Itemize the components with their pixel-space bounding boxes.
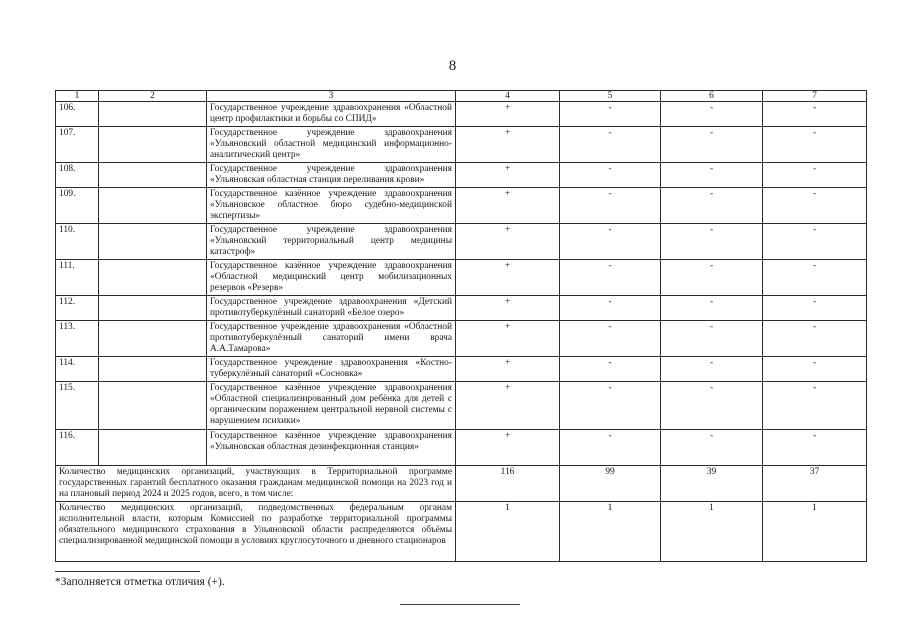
col7-mark: -: [763, 260, 867, 296]
col4-mark: +: [456, 296, 560, 321]
federal-total-row: [56, 502, 867, 562]
row-empty-cell: [99, 260, 207, 296]
row-empty-cell: [99, 382, 207, 430]
total-col7: 37: [763, 466, 867, 502]
col6-mark: -: [661, 127, 763, 163]
col4-mark: +: [456, 127, 560, 163]
column-header-5: 5: [560, 91, 661, 102]
organization-name: Государственное казённое учреждение здравоохранения «Ульяновское областное бюро судебно-медицинской экспертизы»: [207, 188, 456, 224]
table-row: [56, 430, 867, 466]
column-header-1: 1: [56, 91, 99, 102]
col7-mark: -: [763, 127, 867, 163]
col6-mark: -: [661, 163, 763, 188]
column-header-6: 6: [661, 91, 763, 102]
col4-mark: +: [456, 163, 560, 188]
organization-name: Государственное учреждение здравоохранения «Областной противотуберкулёзный санаторий имени врача А.А.Тамарова»: [207, 321, 456, 357]
table-row: [56, 321, 867, 357]
col7-mark: -: [763, 382, 867, 430]
row-number: 107.: [56, 127, 99, 163]
end-divider: [400, 604, 520, 605]
col4-mark: +: [456, 102, 560, 127]
header-row: [56, 91, 867, 102]
col6-mark: -: [661, 296, 763, 321]
column-header-2: 2: [99, 91, 207, 102]
table-row: [56, 102, 867, 127]
col4-mark: +: [456, 260, 560, 296]
row-number: 110.: [56, 224, 99, 260]
col4-mark: +: [456, 321, 560, 357]
footnote: *Заполняется отметка отличия (+).: [55, 576, 225, 588]
col5-mark: -: [560, 382, 661, 430]
table-row: [56, 296, 867, 321]
row-number: 114.: [56, 357, 99, 382]
row-number: 116.: [56, 430, 99, 466]
column-header-4: 4: [456, 91, 560, 102]
row-empty-cell: [99, 127, 207, 163]
table-row: [56, 382, 867, 430]
col5-mark: -: [560, 260, 661, 296]
col7-mark: -: [763, 163, 867, 188]
col6-mark: -: [661, 357, 763, 382]
col6-mark: -: [661, 430, 763, 466]
organization-name: Государственное учреждение здравоохранения «Ульяновская областная станция переливания крови»: [207, 163, 456, 188]
row-empty-cell: [99, 102, 207, 127]
row-empty-cell: [99, 321, 207, 357]
row-empty-cell: [99, 163, 207, 188]
row-number: 108.: [56, 163, 99, 188]
col6-mark: -: [661, 224, 763, 260]
federal-total-col4: 1: [456, 502, 560, 562]
col7-mark: -: [763, 224, 867, 260]
table-row: [56, 127, 867, 163]
organizations-table: [55, 90, 867, 562]
total-col4: 116: [456, 466, 560, 502]
col4-mark: +: [456, 224, 560, 260]
row-number: 115.: [56, 382, 99, 430]
organization-name: Государственное учреждение здравоохранения «Детский противотуберкулёзный санаторий «Белое озеро»: [207, 296, 456, 321]
col6-mark: -: [661, 321, 763, 357]
row-number: 111.: [56, 260, 99, 296]
organization-name: Государственное казённое учреждение здравоохранения «Областной медицинский центр мобилизационных резервов «Резерв»: [207, 260, 456, 296]
col4-mark: +: [456, 430, 560, 466]
row-empty-cell: [99, 357, 207, 382]
table-row: [56, 188, 867, 224]
row-empty-cell: [99, 296, 207, 321]
total-label: Количество медицинских организаций, участвующих в Территориальной программе государственных гарантий бесплатного оказания гражданам медицинской помощи на 2023 год и на плановый период 2024 и 2025 годов, всего, в том числе:: [56, 466, 456, 502]
col6-mark: -: [661, 188, 763, 224]
col5-mark: -: [560, 296, 661, 321]
page-number: 8: [448, 58, 457, 74]
footnote-divider: [55, 571, 200, 572]
row-number: 113.: [56, 321, 99, 357]
federal-total-col7: 1: [763, 502, 867, 562]
row-number: 112.: [56, 296, 99, 321]
col5-mark: -: [560, 127, 661, 163]
col7-mark: -: [763, 357, 867, 382]
organization-name: Государственное учреждение здравоохранения «Областной центр профилактики и борьбы со СПИД»: [207, 102, 456, 127]
col6-mark: -: [661, 102, 763, 127]
total-col6: 39: [661, 466, 763, 502]
col7-mark: -: [763, 321, 867, 357]
table-row: [56, 163, 867, 188]
col6-mark: -: [661, 260, 763, 296]
col5-mark: -: [560, 357, 661, 382]
col5-mark: -: [560, 102, 661, 127]
col7-mark: -: [763, 102, 867, 127]
col4-mark: +: [456, 357, 560, 382]
col4-mark: +: [456, 382, 560, 430]
organization-name: Государственное учреждение здравоохранения «Костно-туберкулёзный санаторий «Сосновка»: [207, 357, 456, 382]
col7-mark: -: [763, 296, 867, 321]
col5-mark: -: [560, 188, 661, 224]
total-row: [56, 466, 867, 502]
organization-name: Государственное казённое учреждение здравоохранения «Ульяновская областная дезинфекционная станция»: [207, 430, 456, 466]
col7-mark: -: [763, 188, 867, 224]
col5-mark: -: [560, 321, 661, 357]
col5-mark: -: [560, 224, 661, 260]
column-header-7: 7: [763, 91, 867, 102]
organization-name: Государственное учреждение здравоохранения «Ульяновский территориальный центр медицины катастроф»: [207, 224, 456, 260]
organization-name: Государственное казённое учреждение здравоохранения «Областной специализированный дом ребёнка для детей с органическим поражением центральной нервной системы с нарушением психики»: [207, 382, 456, 430]
federal-total-col5: 1: [560, 502, 661, 562]
row-number: 109.: [56, 188, 99, 224]
col4-mark: +: [456, 188, 560, 224]
col5-mark: -: [560, 430, 661, 466]
col6-mark: -: [661, 382, 763, 430]
table-row: [56, 260, 867, 296]
total-col5: 99: [560, 466, 661, 502]
col7-mark: -: [763, 430, 867, 466]
row-number: 106.: [56, 102, 99, 127]
row-empty-cell: [99, 430, 207, 466]
col5-mark: -: [560, 163, 661, 188]
table-row: [56, 224, 867, 260]
row-empty-cell: [99, 188, 207, 224]
table-row: [56, 357, 867, 382]
row-empty-cell: [99, 224, 207, 260]
column-header-3: 3: [207, 91, 456, 102]
federal-total-col6: 1: [661, 502, 763, 562]
organization-name: Государственное учреждение здравоохранения «Ульяновский областной медицинский информационно-аналитический центр»: [207, 127, 456, 163]
federal-total-label: Количество медицинских организаций, подведомственных федеральным органам исполнительной власти, которым Комиссией по разработке территориальной программы обязательного медицинского страхования в Ульяновской области распределяются объёмы специализированной медицинской помощи в условиях круглосуточного и дневного стационаров: [56, 502, 456, 562]
